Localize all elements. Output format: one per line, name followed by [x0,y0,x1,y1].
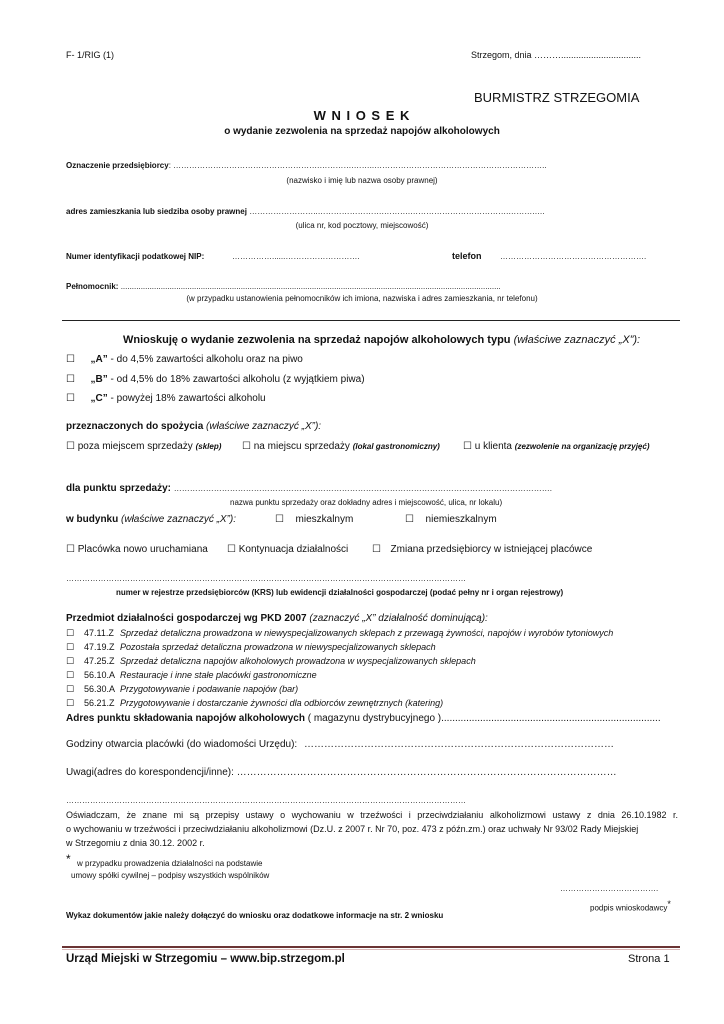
pkd-code: 56.30.A [84,684,116,694]
phone-field[interactable]: ………………………………………………. [500,252,647,261]
point-field[interactable]: ……………………………………………………………………………………………………………………………. [173,484,553,493]
checkbox-icon[interactable]: ☐ [242,441,251,452]
consumption-on-premises-option[interactable] [242,441,440,452]
pkd-heading [66,613,488,624]
pkd-code: 47.25.Z [84,656,115,666]
consumption-off-premises-option[interactable] [66,441,221,452]
hours-field[interactable]: ………………………………………………………………………………… [304,739,614,750]
storage-note: ( magazynu dystrybucyjnego ) [304,713,442,724]
continuation-option[interactable] [227,544,348,555]
registry-label: numer w rejestrze przedsiębiorców (KRS) lub ewidencji działalności gospodarczej (podać pełny nr i organ rejestrowy) [116,588,564,597]
checkbox-icon[interactable]: ☐ [66,699,75,709]
pkd-option[interactable] [66,656,476,667]
checkbox-icon[interactable]: ☐ [66,657,75,667]
new-outlet-option[interactable] [66,544,208,555]
address-field[interactable]: ……………………..…………………….……….……………………………….……….…. [249,207,545,216]
remarks-label: Uwagi(adres do korespondencji/inne): [66,767,234,778]
entity-field[interactable]: ……………………………………………….………….……..……………………………………………………….. [173,161,547,170]
address-label: adres zamieszkania lub siedziba osoby prawnej [66,207,247,216]
entity-row [66,161,547,170]
phone-label: telefon [452,251,482,261]
section-divider [62,320,680,321]
footer-rule-light [62,949,680,950]
signature-block [590,899,671,913]
proxy-row [66,282,501,291]
change-label: Zmiana przedsiębiorcy w istniejącej placówce [390,544,593,555]
pkd-option[interactable] [66,642,436,653]
pkd-code: 47.19.Z [84,642,115,652]
declaration-line-2: o wychowaniu w trzeźwości i przeciwdziałaniu alkoholizmowi (Dz.U. z 2007 r. Nr 70, poz. 473 z późn.zm.) oraz uchwały Nr 93/02 Rady Miejskiej [66,824,639,834]
request-heading [123,334,640,346]
non-residential-label: niemieszkalnym [425,514,497,525]
pkd-desc: Przygotowywanie i podawanie napojów (bar) [120,684,299,694]
building-label: w budynku [66,514,119,525]
type-b-desc: - od 4,5% do 18% zawartości alkoholu (z wyjątkiem piwa) [107,374,365,385]
pkd-desc: Pozostała sprzedaż detaliczna prowadzona w niewyspecjalizowanych sklepach [120,642,436,652]
footer-page-number: Strona 1 [628,953,670,965]
signature-label: podpis wnioskodawcy [590,903,668,913]
residential-label: mieszkalnym [295,514,354,525]
address-row [66,207,545,216]
consumption-label: przeznaczonych do spożycia [66,421,204,432]
change-option[interactable] [372,544,592,555]
nip-label: Numer identyfikacji podatkowej NIP: [66,252,205,261]
point-label: dla punktu sprzedaży: [66,483,172,494]
type-c-code: „C” [90,393,108,404]
point-hint: nazwa punktu sprzedaży oraz dokładny adres i miejscowość, ulica, nr lokalu) [230,498,503,507]
checkbox-icon[interactable]: ☐ [405,514,414,525]
storage-field[interactable]: ............................................................................... [441,713,661,724]
address-hint: (ulica nr, kod pocztowy, miejscowość) [295,221,429,230]
pkd-desc: Przygotowywanie i dostarczanie żywności dla odbiorców zewnętrznych (katering) [120,698,444,708]
non-residential-option[interactable] [405,514,497,525]
declaration-line-1: Oświadczam, że znane mi są przepisy ustawy o wychowaniu w trzeźwości i przeciwdziałaniu alkoholizmowi ustawy z dnia 26.10.1982 r. [66,810,678,820]
consumption-heading [66,421,321,432]
consumption-note: (właściwe zaznaczyć „X”): [206,421,322,432]
opt1-label: poza miejscem sprzedaży [77,441,196,452]
opt2-note: (lokal gastronomiczny) [352,442,440,451]
footnote-star: * [66,852,71,866]
checkbox-icon[interactable]: ☐ [66,441,75,452]
type-b-option[interactable] [66,374,365,385]
type-c-option[interactable] [66,393,266,404]
remarks-field[interactable]: …………………………………………………………………………………………………… [236,767,617,778]
checkbox-icon[interactable]: ☐ [275,514,284,525]
checkbox-icon[interactable]: ☐ [372,544,381,555]
pkd-desc: Sprzedaż detaliczna napojów alkoholowych prowadzona w wyspecjalizowanych sklepach [120,656,476,666]
consumption-catering-option[interactable] [463,441,650,452]
checkbox-icon[interactable]: ☐ [66,354,75,365]
nip-field[interactable]: ……………......………………………. [232,252,360,261]
addressee: BURMISTRZ STRZEGOMIA [474,90,640,105]
opt1-note: (sklep) [195,442,222,451]
opt3-note: (zezwolenie na organizację przyjęć) [514,442,650,451]
point-row [66,483,552,494]
remarks-field-2[interactable]: …………………………………………………………………………………………………………………………………… [66,796,466,805]
checkbox-icon[interactable]: ☐ [227,544,236,555]
pkd-desc: Restauracje i inne stałe placówki gastronomiczne [120,670,317,680]
proxy-hint: (w przypadku ustanowienia pełnomocników ich imiona, nazwiska i adres zamieszkania, nr telefonu) [186,294,538,303]
type-a-option[interactable] [66,354,303,365]
new-outlet-label: Placówka nowo uruchamiana [77,544,208,555]
documents-note: Wykaz dokumentów jakie należy dołączyć do wniosku oraz dodatkowe informacje na str. 2 wniosku [66,911,444,920]
remarks-row [66,767,617,778]
declaration-line-3: w Strzegomiu z dnia 30.12. 2002 r. [66,838,205,848]
checkbox-icon[interactable]: ☐ [463,441,472,452]
building-heading [66,514,236,525]
proxy-label: Pełnomocnik: [66,282,119,291]
proxy-field[interactable]: ........................................................................................................................................................................... [120,282,501,291]
pkd-code: 56.21.Z [84,698,115,708]
entity-label: Oznaczenie przedsiębiorcy [66,161,169,170]
checkbox-icon[interactable]: ☐ [66,544,75,555]
pkd-code: 47.11.Z [84,628,114,638]
pkd-option[interactable] [66,698,443,709]
storage-label: Adres punktu składowania napojów alkoholowych [66,713,305,724]
checkbox-icon[interactable]: ☐ [66,671,75,681]
type-a-desc: - do 4,5% zawartości alkoholu oraz na piwo [107,354,303,365]
pkd-option[interactable] [66,628,613,639]
building-note: (właściwe zaznaczyć „X”): [118,514,237,525]
opt2-label: na miejscu sprzedaży [253,441,353,452]
document-subtitle: o wydanie zezwolenia na sprzedaż napojów alkoholowych [224,126,500,137]
request-heading-text: Wnioskuję o wydanie zezwolenia na sprzedaż napojów alkoholowych typu [123,334,514,346]
pkd-code: 56.10.A [84,670,116,680]
checkbox-icon[interactable]: ☐ [66,685,75,695]
opt3-label: u klienta [474,441,515,452]
signature-star: * [667,899,671,909]
checkbox-icon[interactable]: ☐ [66,643,75,653]
type-a-code: „A” [90,354,108,365]
footer-office: Urząd Miejski w Strzegomiu – www.bip.strzegom.pl [66,953,345,965]
pkd-option[interactable] [66,684,298,695]
signature-field[interactable]: ………………………………. [560,884,659,893]
form-id: F- 1/RIG (1) [66,50,115,60]
pkd-heading-note: (zaznaczyć „X” działalność dominującą): [309,613,488,624]
pkd-desc: Sprzedaż detaliczna prowadzona w niewyspecjalizowanych sklepach z przewagą żywności, napojów i wyrobów tytoniowych [120,628,614,638]
place-date-field[interactable]: Strzegom, dnia ………................................ [471,50,642,60]
document-title: W N I O S E K [313,108,411,123]
continuation-label: Kontynuacja działalności [238,544,349,555]
type-b-code: „B” [90,374,108,385]
pkd-option[interactable] [66,670,317,681]
residential-option[interactable] [275,514,353,525]
registry-field[interactable]: …………………………………………………………………………………………………………………………………… [66,574,466,583]
checkbox-icon[interactable]: ☐ [66,629,75,639]
checkbox-icon[interactable]: ☐ [66,393,75,404]
entity-hint: (nazwisko i imię lub nazwa osoby prawnej) [286,176,438,185]
pkd-heading-text: Przedmiot działalności gospodarczej wg PKD 2007 [66,613,310,624]
footer-rule [62,946,680,948]
request-heading-note: (właściwe zaznaczyć „X”): [513,334,641,346]
hours-label: Godziny otwarcia placówki (do wiadomości Urzędu): [66,739,298,750]
footnote-line-2: umowy spółki cywilnej – podpisy wszystkich wspólników [71,871,270,880]
footnote-line-1: w przypadku prowadzenia działalności na podstawie [77,859,263,868]
storage-row [66,713,661,724]
type-c-desc: - powyżej 18% zawartości alkoholu [107,393,266,404]
entity-sep: : [168,161,171,170]
checkbox-icon[interactable]: ☐ [66,374,75,385]
